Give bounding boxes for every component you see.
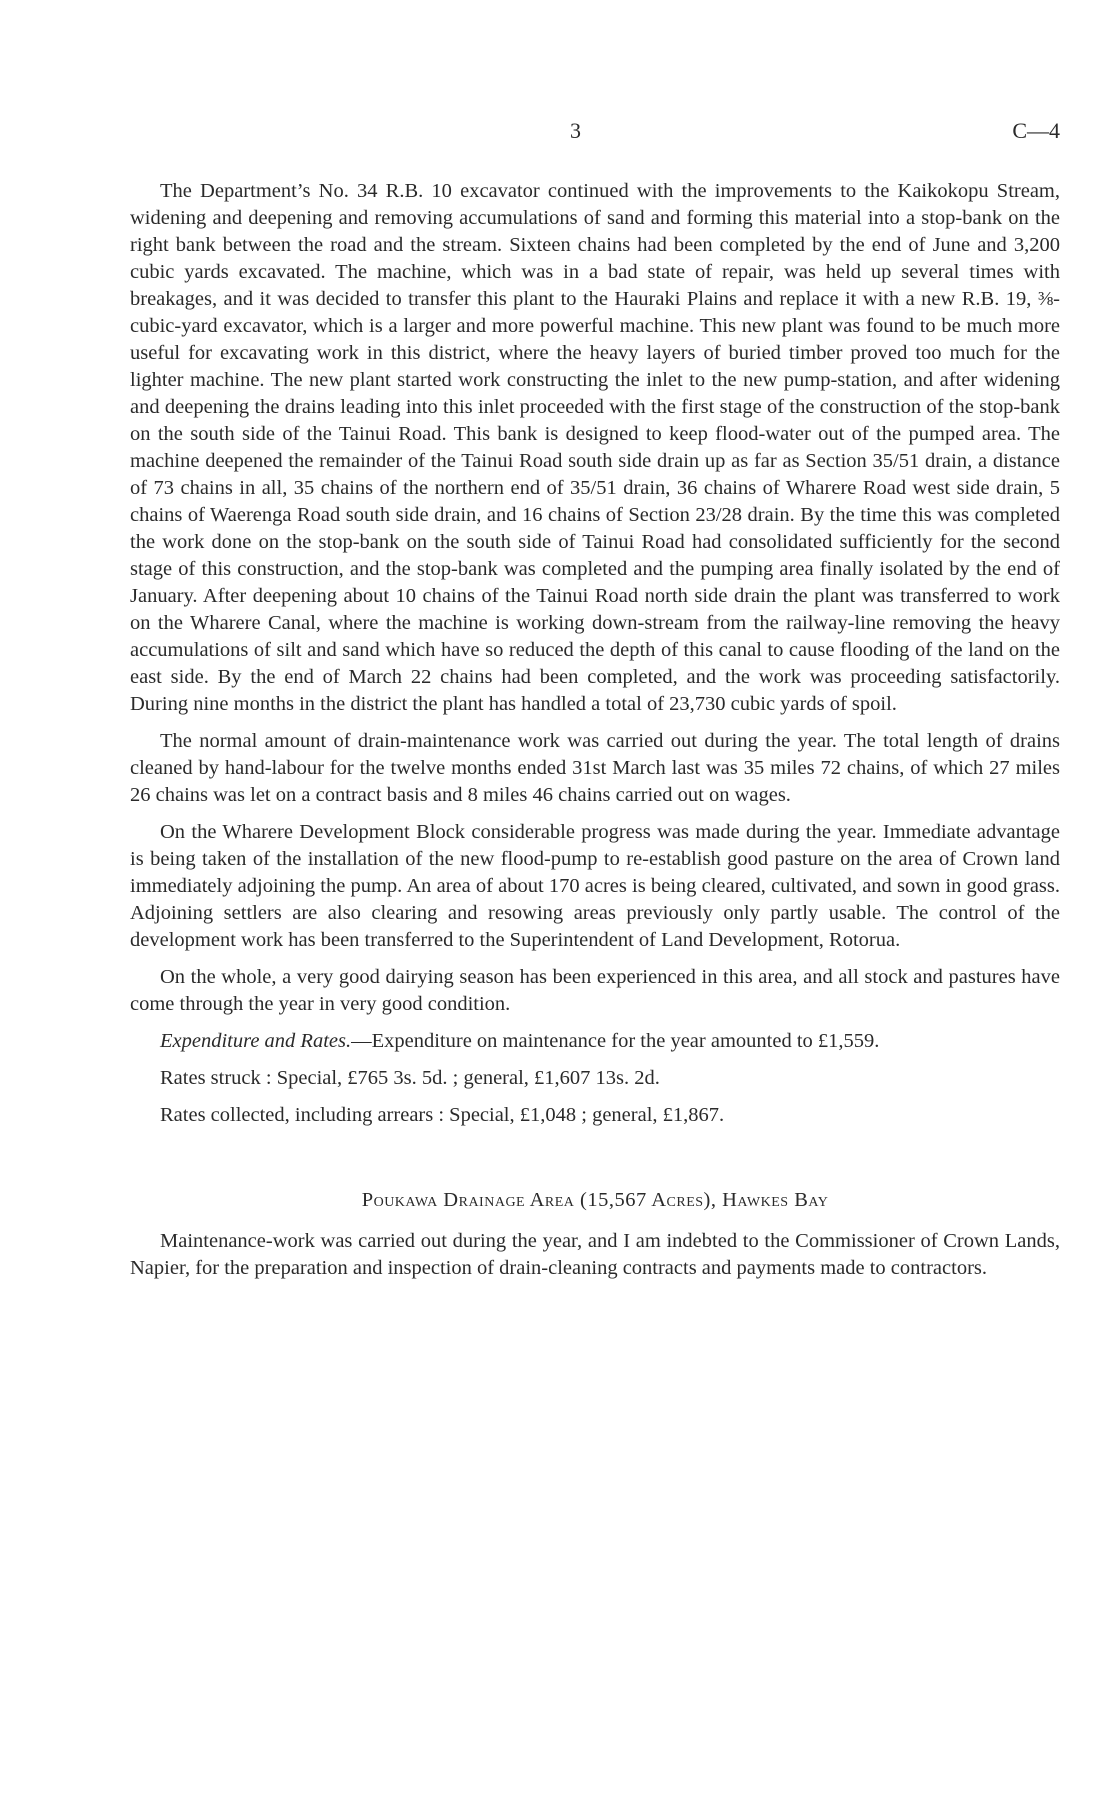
paragraph-rates-collected: Rates collected, including arrears : Special, £1,048 ; general, £1,867. (160, 1104, 725, 1126)
paragraph-poukawa-maintenance: Maintenance-work was carried out during the year, and I am indebted to the Commissioner of Crown Lands, Napier, for the preparation and inspection of drain-cleaning contracts and payments made to contractors. (130, 1230, 1060, 1279)
paragraph-rates-struck: Rates struck : Special, £765 3s. 5d. ; general, £1,607 13s. 2d. (160, 1067, 660, 1089)
expenditure-text: —Expenditure on maintenance for the year amounted to £1,559. (351, 1030, 880, 1052)
paragraph-expenditure (130, 1028, 1060, 1055)
paragraph-dairying-season: On the whole, a very good dairying season has been experienced in this area, and all stock and pastures have come through the year in very good condition. (130, 966, 1060, 1015)
body-text (130, 178, 1060, 1292)
expenditure-lead: Expenditure and Rates. (160, 1030, 352, 1052)
page-header (130, 118, 1060, 154)
document-code: C—4 (1012, 118, 1060, 143)
paragraph-drain-maintenance: The normal amount of drain-maintenance work was carried out during the year. The total length of drains cleaned by hand-labour for the twelve months ended 31st March last was 35 miles 72 chains, of which 27 miles 26 chains was let on a contract basis and 8 miles 46 chains carried out on wages. (130, 730, 1060, 806)
paragraph-excavator-work: The Department’s No. 34 R.B. 10 excavator continued with the improvements to the Kaikokopu Stream, widening and deepening and removing accumulations of sand and forming this material into a stop-bank on the right bank between the road and the stream. Sixteen chains had been completed by the end of June and 3,200 cubic yards excavated. The machine, which was in a bad state of repair, was held up several times with breakages, and it was decided to transfer this plant to the Hauraki Plains and replace it with a new R.B. 19, ⅜-cubic-yard excavator, which is a larger and more powerful machine. This new plant was found to be much more useful for excavating work in this district, where the heavy layers of buried timber proved too much for the lighter machine. The new plant started work constructing the inlet to the new pump-station, and after widening and deepening the drains leading into this inlet proceeded with the first stage of the construction of the stop-bank on the south side of the Tainui Road. This bank is designed to keep flood-water out of the pumped area. The machine deepened the remainder of the Tainui Road south side drain up as far as Section 35/51 drain, a distance of 73 chains in all, 35 chains of the northern end of 35/51 drain, 36 chains of Wharere Road west side drain, 5 chains of Waerenga Road south side drain, and 16 chains of Section 23/28 drain. By the time this was completed the work done on the stop-bank on the south side of Tainui Road had consolidated sufficiently for the second stage of this construction, and the stop-bank was completed and the pumping area finally isolated by the end of January. After deepening about 10 chains of the Tainui Road north side drain the plant was transferred to work on the Wharere Canal, where the machine is working down-stream from the railway-line removing the heavy accumulations of silt and sand which have so reduced the depth of this canal to cause flooding of the land on the east side. By the end of March 22 chains had been completed, and the work was proceeding satisfactorily. During nine months in the district the plant has handled a total of 23,730 cubic yards of spoil. (130, 180, 1060, 715)
paragraph-wharere-development: On the Wharere Development Block considerable progress was made during the year. Immediate advantage is being taken of the installation of the new flood-pump to re-establish good pasture on the area of Crown land immediately adjoining the pump. An area of about 170 acres is being cleared, cultivated, and sown in good grass. Adjoining settlers are also clearing and resowing areas previously only partly usable. The control of the development work has been transferred to the Superintendent of Land Development, Rotorua. (130, 821, 1060, 951)
page-number: 3 (570, 118, 581, 143)
section-heading: Poukawa Drainage Area (15,567 Acres), Hawkes Bay (361, 1189, 829, 1211)
